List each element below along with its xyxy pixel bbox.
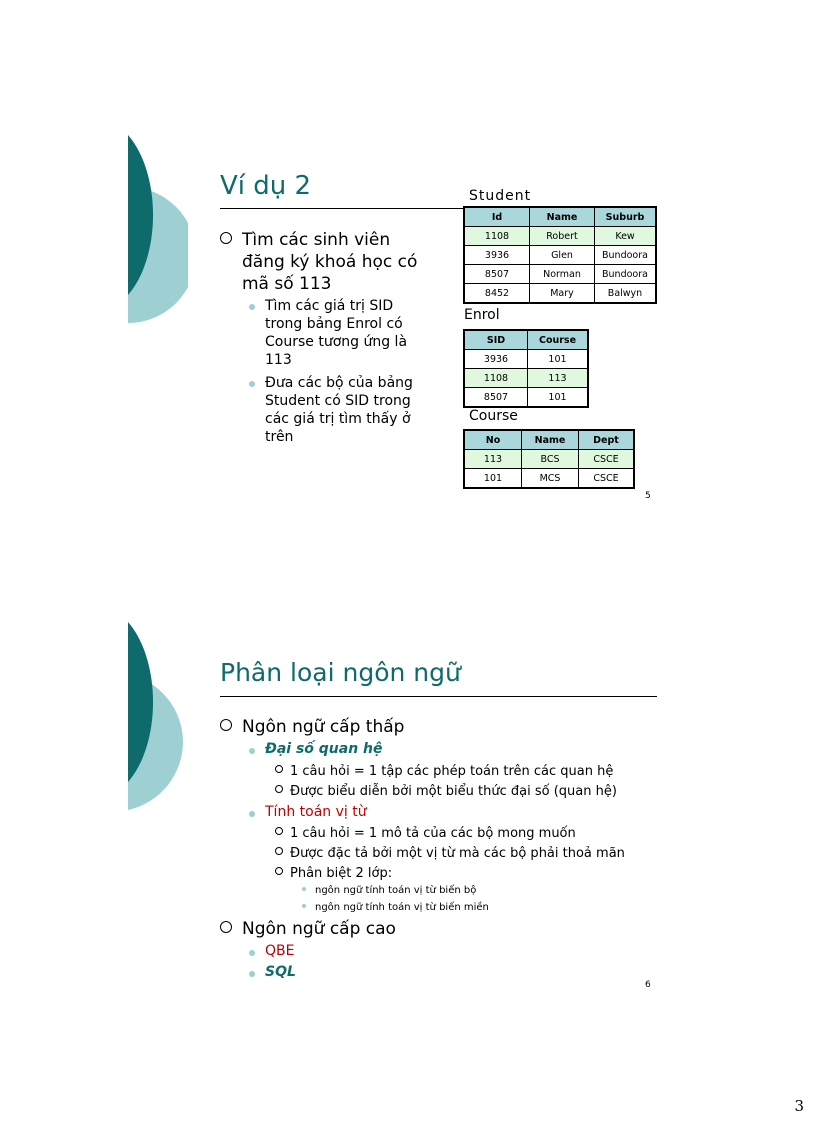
dot-bullet-icon — [249, 748, 255, 754]
title-rule — [220, 696, 657, 697]
circle-bullet-icon — [220, 719, 232, 731]
document-page-number: 3 — [794, 1097, 804, 1115]
bullet-high-level: Ngôn ngữ cấp cao — [220, 919, 396, 939]
column-header: Suburb — [595, 207, 657, 227]
enrol-table — [463, 329, 589, 408]
pc-class-item: ngôn ngữ tính toán vị từ biến miền — [302, 902, 489, 913]
relational-algebra-label: Đại số quan hệ — [265, 741, 383, 757]
table-row: 8507 Norman Bundoora — [464, 265, 656, 284]
column-header: Dept — [579, 430, 635, 450]
table-row: 1108 113 — [464, 369, 588, 388]
pc-item: Được đặc tả bởi một vị từ mà các bộ phải thoả mãn — [275, 846, 625, 861]
slide-page-number: 6 — [645, 980, 651, 990]
sub-bullet-output-student: Đưa các bộ của bảng Student có SID trong các giá trị tìm thấy ở trên — [265, 375, 413, 445]
table-header-row — [464, 207, 656, 227]
ra-item: 1 câu hỏi = 1 tập các phép toán trên các quan hệ — [275, 764, 613, 779]
predicate-calculus-label: Tính toán vị từ — [265, 804, 367, 820]
column-header: No — [464, 430, 522, 450]
circle-bullet-icon — [275, 867, 283, 875]
slide-5 — [128, 135, 668, 515]
bullet-low-level: Ngôn ngữ cấp thấp — [220, 717, 404, 737]
student-table — [463, 206, 657, 304]
circle-bullet-icon — [275, 765, 283, 773]
pc-item: Phân biệt 2 lớp: — [275, 866, 392, 881]
table-row: 8507 101 — [464, 388, 588, 408]
table-row: 3936 Glen Bundoora — [464, 246, 656, 265]
enrol-caption: Enrol — [464, 307, 500, 323]
ra-item: Được biểu diễn bởi một biểu thức đại số (quan hệ) — [275, 784, 617, 799]
column-header: Course — [528, 330, 589, 350]
sql-label: SQL — [265, 964, 296, 980]
course-caption: Course — [469, 408, 518, 424]
table-header-row — [464, 430, 634, 450]
bullet-find-students: Tìm các sinh viên đăng ký khoá học có mã số 113 — [220, 229, 417, 295]
circle-bullet-icon — [275, 827, 283, 835]
circle-bullet-icon — [275, 847, 283, 855]
slide-decoration — [128, 135, 188, 335]
slide-title: Phân loại ngôn ngữ — [220, 658, 461, 687]
column-header: Id — [464, 207, 530, 227]
dot-bullet-icon — [249, 811, 255, 817]
table-row: 1108 Robert Kew — [464, 227, 656, 246]
column-header: Name — [522, 430, 579, 450]
column-header: SID — [464, 330, 528, 350]
table-row: 3936 101 — [464, 350, 588, 369]
qbe-label: QBE — [265, 943, 295, 959]
pc-class-item: ngôn ngữ tính toán vị từ biến bộ — [302, 885, 476, 896]
dot-bullet-icon — [249, 950, 255, 956]
pc-item: 1 câu hỏi = 1 mô tả của các bộ mong muốn — [275, 826, 576, 841]
sub-bullet-find-sid: Tìm các giá trị SID trong bảng Enrol có Course tương ứng là 113 — [265, 298, 408, 368]
course-table — [463, 429, 635, 489]
dot-bullet-icon — [249, 304, 255, 310]
dot-bullet-icon — [302, 887, 306, 891]
student-caption: Student — [469, 188, 532, 204]
circle-bullet-icon — [275, 785, 283, 793]
slide-title: Ví dụ 2 — [220, 171, 312, 201]
circle-bullet-icon — [220, 232, 232, 244]
title-rule — [220, 208, 465, 209]
dot-bullet-icon — [302, 904, 306, 908]
table-row: 8452 Mary Balwyn — [464, 284, 656, 304]
slide-6 — [128, 622, 668, 1002]
dot-bullet-icon — [249, 381, 255, 387]
circle-bullet-icon — [220, 921, 232, 933]
slide-decoration — [128, 622, 188, 822]
column-header: Name — [530, 207, 595, 227]
table-header-row — [464, 330, 588, 350]
table-row: 101 MCS CSCE — [464, 469, 634, 489]
table-row: 113 BCS CSCE — [464, 450, 634, 469]
dot-bullet-icon — [249, 971, 255, 977]
slide-page-number: 5 — [645, 491, 651, 501]
